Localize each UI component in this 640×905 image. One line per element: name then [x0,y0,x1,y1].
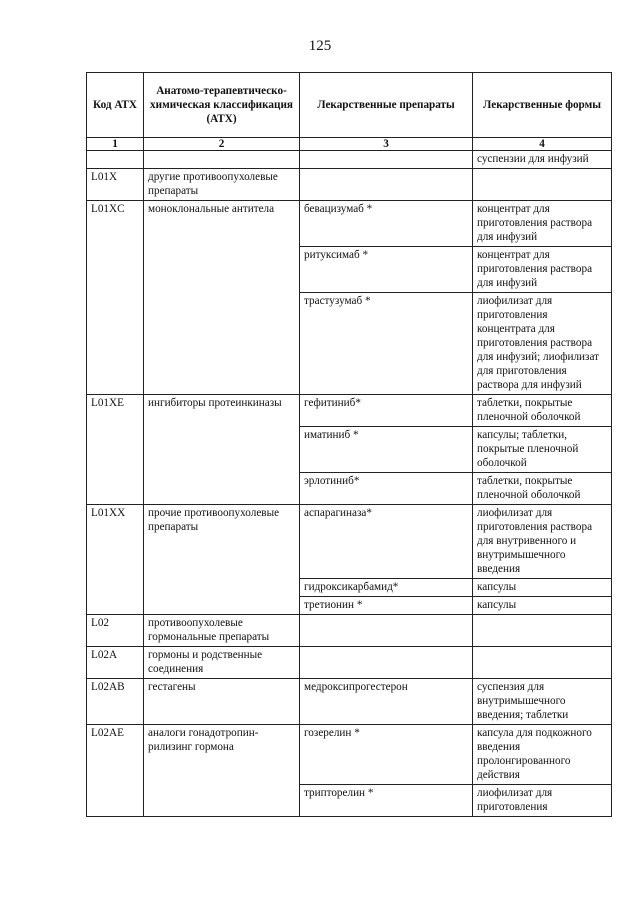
classification-cell: гестагены [144,679,300,725]
header-forms: Лекарственные формы [473,73,612,138]
table-header-row [87,73,612,138]
atx-code-cell: L02AB [87,679,144,725]
form-cell: таблетки, покрытые пленочной оболочкой [473,473,612,505]
form-cell: суспензия для внутримышечного введения; таблетки [473,679,612,725]
column-number: 3 [300,138,473,151]
drug-cell: медроксипрогестерон [300,679,473,725]
classification-cell: прочие противоопухолевые препараты [144,505,300,615]
table-row [87,679,612,725]
table-row [87,201,612,247]
atx-code-cell: L02 [87,615,144,647]
drug-cell: иматиниб * [300,427,473,473]
form-cell: капсулы [473,579,612,597]
table-row [87,395,612,427]
classification-cell: аналоги гонадотропин-рилизинг гормона [144,725,300,817]
drug-cell: трастузумаб * [300,293,473,395]
atx-code-cell: L02AE [87,725,144,817]
header-classification: Анатомо-терапевтическо-химическая классификация (АТХ) [144,73,300,138]
column-number: 1 [87,138,144,151]
form-cell: концентрат для приготовления раствора для инфузий [473,247,612,293]
classification-cell: гормоны и родственные соединения [144,647,300,679]
classification-cell: другие противоопухолевые препараты [144,169,300,201]
table-row [87,505,612,579]
atx-code-cell [87,151,144,169]
form-cell [473,647,612,679]
column-number-row [87,138,612,151]
atx-code-cell: L01XC [87,201,144,395]
header-code: Код АТХ [87,73,144,138]
header-drugs: Лекарственные препараты [300,73,473,138]
classification-cell [144,151,300,169]
form-cell: концентрат для приготовления раствора для инфузий [473,201,612,247]
form-cell [473,169,612,201]
form-cell: капсулы; таблетки, покрытые пленочной оболочкой [473,427,612,473]
atx-code-cell: L01X [87,169,144,201]
form-cell: лиофилизат для приготовления концентрата для приготовления раствора для инфузий; лиофилизат для приготовления раствора для инфузий [473,293,612,395]
drug-cell: гидроксикарбамид* [300,579,473,597]
classification-cell: моноклональные антитела [144,201,300,395]
table-row [87,647,612,679]
atx-drug-table [86,72,612,817]
drug-cell [300,151,473,169]
form-cell: лиофилизат для приготовления [473,785,612,817]
drug-cell: бевацизумаб * [300,201,473,247]
form-cell: капсула для подкожного введения пролонгированного действия [473,725,612,785]
drug-cell: третионин * [300,597,473,615]
drug-cell: трипторелин * [300,785,473,817]
table-row [87,615,612,647]
drug-cell: гефитиниб* [300,395,473,427]
form-cell: лиофилизат для приготовления раствора для внутривенного и внутримышечного введения [473,505,612,579]
column-number: 4 [473,138,612,151]
drug-cell [300,615,473,647]
atx-code-cell: L01XE [87,395,144,505]
table-row [87,169,612,201]
drug-cell: эрлотиниб* [300,473,473,505]
form-cell [473,615,612,647]
page-number: 125 [308,38,332,54]
drug-cell: ритуксимаб * [300,247,473,293]
drug-cell: аспарагиназа* [300,505,473,579]
table-row [87,725,612,785]
form-cell: таблетки, покрытые пленочной оболочкой [473,395,612,427]
form-cell: капсулы [473,597,612,615]
classification-cell: ингибиторы протеинкиназы [144,395,300,505]
table-row [87,151,612,169]
drug-cell [300,647,473,679]
form-cell: суспензии для инфузий [473,151,612,169]
drug-cell [300,169,473,201]
drug-cell: гозерелин * [300,725,473,785]
atx-code-cell: L01XX [87,505,144,615]
classification-cell: противоопухолевые гормональные препараты [144,615,300,647]
column-number: 2 [144,138,300,151]
atx-code-cell: L02A [87,647,144,679]
